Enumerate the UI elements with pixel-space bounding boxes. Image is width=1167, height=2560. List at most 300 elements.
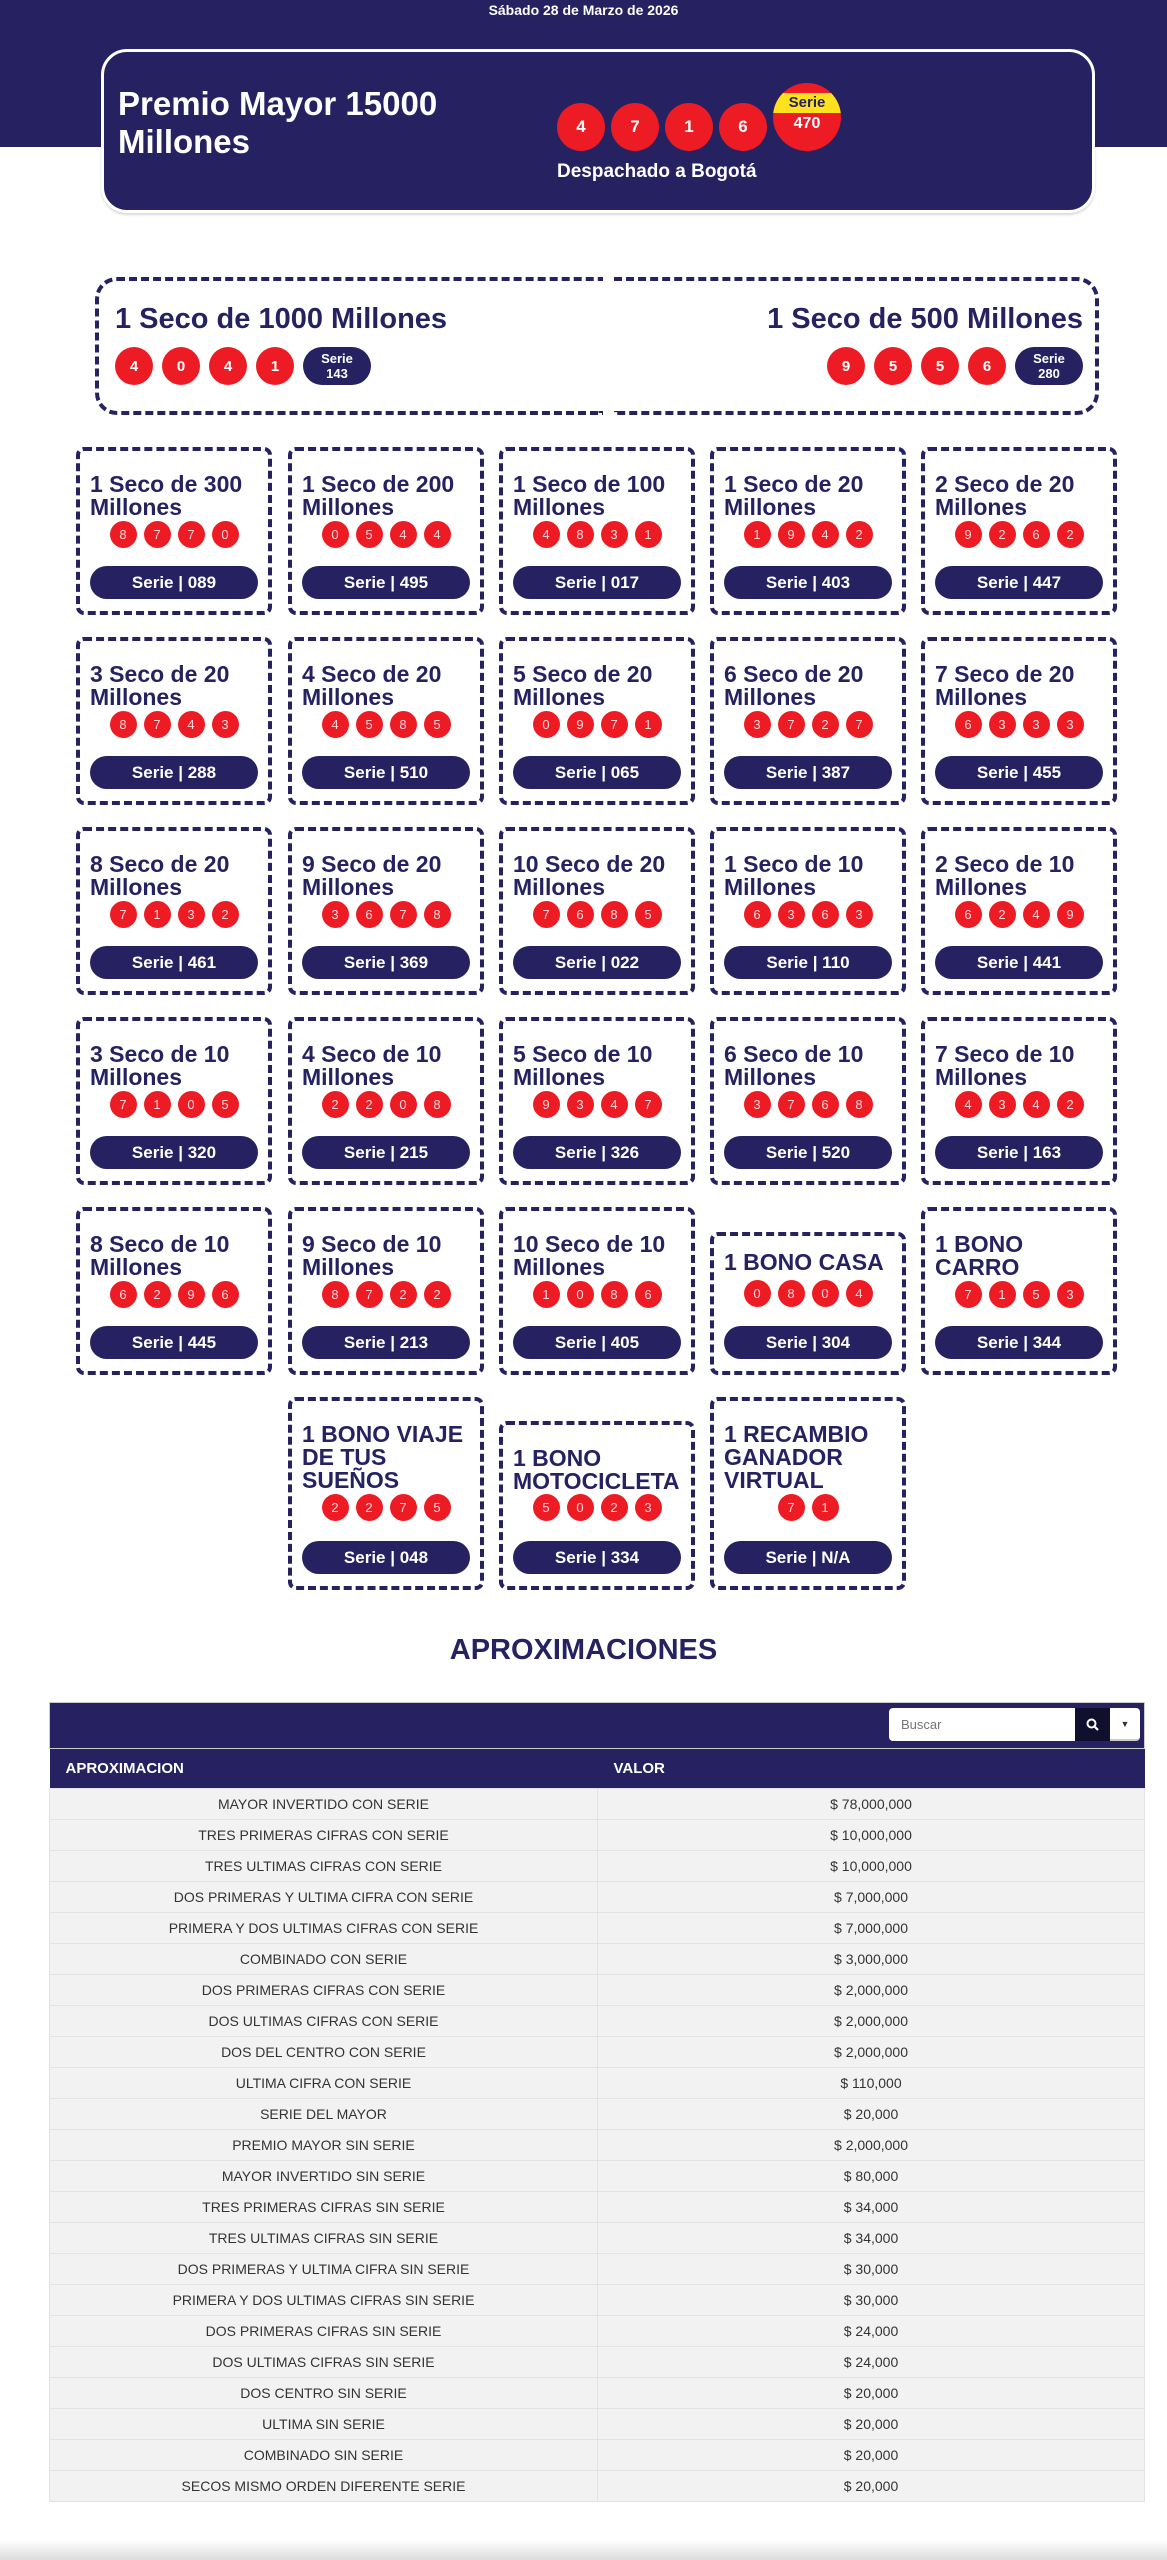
number-ball: 2	[1057, 1091, 1084, 1118]
serie-badge	[1015, 347, 1083, 385]
search-input[interactable]	[889, 1708, 1075, 1741]
number-ball: 6	[744, 901, 771, 928]
table-toolbar	[49, 1702, 1145, 1749]
card-numbers	[80, 1281, 268, 1308]
card-numbers	[714, 1280, 902, 1307]
card-title: 1 BONO MOTOCICLETA	[513, 1445, 680, 1494]
table-row	[50, 1974, 1145, 2005]
prize-card	[288, 1397, 484, 1590]
number-ball: 2	[846, 521, 873, 548]
number-ball: 4	[178, 711, 205, 738]
valor-cell: $ 24,000	[598, 2346, 1145, 2377]
number-ball: 1	[144, 1091, 171, 1118]
number-ball: 5	[356, 711, 383, 738]
card-title: 2 Seco de 20 Millones	[935, 471, 1075, 520]
aproximacion-cell: DOS DEL CENTRO CON SERIE	[50, 2036, 598, 2067]
card-numbers	[925, 1091, 1113, 1118]
number-ball: 6	[812, 1091, 839, 1118]
card-numbers	[503, 521, 691, 548]
number-ball: 6	[812, 901, 839, 928]
card-title: 1 Seco de 20 Millones	[724, 471, 864, 520]
serie-button[interactable]: Serie | 213	[302, 1326, 470, 1359]
number-ball: 0	[178, 1091, 205, 1118]
column-header-aproximacion[interactable]: APROXIMACION	[50, 1749, 598, 1788]
serie-label: Serie	[321, 351, 353, 366]
card-title: 1 BONO CARRO	[935, 1231, 1024, 1280]
serie-button[interactable]: Serie | 495	[302, 566, 470, 599]
number-ball: 8	[424, 1091, 451, 1118]
number-ball: 7	[635, 1091, 662, 1118]
serie-button[interactable]: Serie | 445	[90, 1326, 258, 1359]
table-row	[50, 2191, 1145, 2222]
card-title: 7 Seco de 20 Millones	[935, 661, 1075, 710]
prize-card	[76, 1207, 272, 1375]
serie-label: Serie	[1033, 351, 1065, 366]
serie-number: 470	[793, 115, 821, 132]
valor-cell: $ 30,000	[598, 2284, 1145, 2315]
valor-cell: $ 7,000,000	[598, 1912, 1145, 1943]
number-ball: 0	[162, 347, 200, 385]
number-ball: 6	[356, 901, 383, 928]
number-ball: 3	[1057, 1281, 1084, 1308]
number-ball: 7	[778, 1494, 805, 1521]
serie-button[interactable]: Serie | 403	[724, 566, 892, 599]
card-numbers	[80, 1091, 268, 1118]
card-title: 8 Seco de 20 Millones	[90, 851, 230, 900]
serie-button[interactable]: Serie | 510	[302, 756, 470, 789]
serie-button[interactable]: Serie | N/A	[724, 1541, 892, 1574]
number-ball: 1	[635, 711, 662, 738]
number-ball: 0	[567, 1281, 594, 1308]
prize-card	[288, 827, 484, 995]
number-ball: 9	[778, 521, 805, 548]
seco-title: 1 Seco de 1000 Millones	[115, 303, 448, 335]
prize-card	[499, 1207, 695, 1375]
table-row	[50, 2067, 1145, 2098]
prize-card	[710, 1397, 906, 1590]
prize-card	[288, 637, 484, 805]
prize-card	[288, 1017, 484, 1185]
card-numbers	[292, 1091, 480, 1118]
number-ball: 9	[955, 521, 982, 548]
number-ball: 7	[955, 1281, 982, 1308]
number-ball: 3	[178, 901, 205, 928]
number-ball: 4	[424, 521, 451, 548]
number-ball: 5	[424, 1494, 451, 1521]
card-title: 9 Seco de 10 Millones	[302, 1231, 442, 1280]
valor-cell: $ 34,000	[598, 2191, 1145, 2222]
aproximacion-cell: SECOS MISMO ORDEN DIFERENTE SERIE	[50, 2470, 598, 2501]
number-ball: 2	[356, 1091, 383, 1118]
serie-button[interactable]: Serie | 447	[935, 566, 1103, 599]
aproximacion-cell: TRES PRIMERAS CIFRAS CON SERIE	[50, 1819, 598, 1850]
aproximacion-cell: COMBINADO SIN SERIE	[50, 2439, 598, 2470]
number-ball: 8	[390, 711, 417, 738]
aproximacion-cell: TRES ULTIMAS CIFRAS CON SERIE	[50, 1850, 598, 1881]
serie-button[interactable]: Serie | 455	[935, 756, 1103, 789]
card-title: 1 BONO CASA	[724, 1249, 884, 1275]
card-title: 4 Seco de 10 Millones	[302, 1041, 442, 1090]
number-ball: 2	[390, 1281, 417, 1308]
prize-card	[710, 827, 906, 995]
card-numbers	[80, 521, 268, 548]
valor-cell: $ 7,000,000	[598, 1881, 1145, 1912]
card-numbers	[925, 1281, 1113, 1308]
table-row	[50, 2284, 1145, 2315]
card-numbers	[292, 521, 480, 548]
aproximacion-cell: SERIE DEL MAYOR	[50, 2098, 598, 2129]
card-numbers	[503, 1494, 691, 1521]
number-ball: 2	[322, 1494, 349, 1521]
number-ball: 6	[968, 347, 1006, 385]
number-ball: 7	[144, 711, 171, 738]
number-ball: 5	[635, 901, 662, 928]
number-ball: 4	[601, 1091, 628, 1118]
serie-badge	[303, 347, 371, 385]
table-row	[50, 2315, 1145, 2346]
aproximacion-cell: COMBINADO CON SERIE	[50, 1943, 598, 1974]
serie-button[interactable]: Serie | 215	[302, 1136, 470, 1169]
number-ball: 3	[601, 521, 628, 548]
number-ball: 7	[356, 1281, 383, 1308]
aproximacion-cell: DOS ULTIMAS CIFRAS CON SERIE	[50, 2005, 598, 2036]
number-ball: 6	[955, 711, 982, 738]
valor-cell: $ 20,000	[598, 2439, 1145, 2470]
card-numbers	[503, 711, 691, 738]
number-ball: 3	[778, 901, 805, 928]
number-ball: 2	[812, 711, 839, 738]
card-title: 7 Seco de 10 Millones	[935, 1041, 1075, 1090]
valor-cell: $ 3,000,000	[598, 1943, 1145, 1974]
valor-cell: $ 10,000,000	[598, 1819, 1145, 1850]
number-ball: 3	[1057, 711, 1084, 738]
table-row	[50, 2098, 1145, 2129]
number-ball: 1	[812, 1494, 839, 1521]
seco-numbers	[827, 347, 1083, 385]
serie-label: Serie	[773, 93, 841, 113]
number-ball: 8	[424, 901, 451, 928]
serie-button[interactable]: Serie | 344	[935, 1326, 1103, 1359]
aproximacion-cell: DOS PRIMERAS Y ULTIMA CIFRA CON SERIE	[50, 1881, 598, 1912]
dropdown-button[interactable]	[1110, 1708, 1140, 1741]
aproximacion-cell: DOS PRIMERAS CIFRAS CON SERIE	[50, 1974, 598, 2005]
number-ball: 0	[533, 711, 560, 738]
card-title: 3 Seco de 10 Millones	[90, 1041, 230, 1090]
table-body	[50, 1788, 1145, 2501]
card-numbers	[503, 901, 691, 928]
serie-button[interactable]: Serie | 461	[90, 946, 258, 979]
number-ball: 0	[812, 1280, 839, 1307]
number-ball: 2	[989, 901, 1016, 928]
aproximacion-cell: DOS CENTRO SIN SERIE	[50, 2377, 598, 2408]
number-ball: 5	[533, 1494, 560, 1521]
number-ball: 2	[1057, 521, 1084, 548]
number-ball: 1	[665, 103, 713, 151]
prize-card	[76, 827, 272, 995]
number-ball: 3	[212, 711, 239, 738]
card-title: 1 BONO VIAJE DE TUS SUEÑOS	[302, 1421, 464, 1493]
seco-title: 1 Seco de 500 Millones	[767, 303, 1083, 335]
number-ball: 3	[846, 901, 873, 928]
seco-1000-panel	[95, 277, 603, 415]
card-numbers	[503, 1281, 691, 1308]
serie-button[interactable]: Serie | 441	[935, 946, 1103, 979]
number-ball: 4	[533, 521, 560, 548]
number-ball: 2	[322, 1091, 349, 1118]
prize-card	[76, 637, 272, 805]
valor-cell: $ 34,000	[598, 2222, 1145, 2253]
search-button[interactable]	[1075, 1708, 1110, 1741]
number-ball: 8	[601, 1281, 628, 1308]
number-ball: 2	[989, 521, 1016, 548]
prize-card	[288, 1207, 484, 1375]
card-numbers	[292, 1281, 480, 1308]
table-row	[50, 2377, 1145, 2408]
number-ball: 5	[921, 347, 959, 385]
table-row	[50, 2036, 1145, 2067]
number-ball: 2	[424, 1281, 451, 1308]
premio-mayor-numbers	[557, 94, 841, 151]
prize-card	[499, 637, 695, 805]
aproximaciones-grid	[49, 1749, 1145, 2502]
valor-cell: $ 24,000	[598, 2315, 1145, 2346]
serie-button[interactable]: Serie | 520	[724, 1136, 892, 1169]
number-ball: 8	[846, 1091, 873, 1118]
prize-card	[499, 1421, 695, 1590]
card-numbers	[714, 1091, 902, 1118]
number-ball: 4	[1023, 1091, 1050, 1118]
serie-button[interactable]: Serie | 320	[90, 1136, 258, 1169]
serie-button[interactable]: Serie | 405	[513, 1326, 681, 1359]
card-numbers	[925, 711, 1113, 738]
number-ball: 7	[390, 1494, 417, 1521]
serie-ball	[773, 83, 841, 151]
serie-button[interactable]: Serie | 022	[513, 946, 681, 979]
card-title: 4 Seco de 20 Millones	[302, 661, 442, 710]
valor-cell: $ 10,000,000	[598, 1850, 1145, 1881]
card-numbers	[503, 1091, 691, 1118]
table-row	[50, 1881, 1145, 1912]
number-ball: 9	[533, 1091, 560, 1118]
prize-card	[921, 637, 1117, 805]
number-ball: 1	[256, 347, 294, 385]
card-title: 6 Seco de 10 Millones	[724, 1041, 864, 1090]
card-title: 1 Seco de 300 Millones	[90, 471, 243, 520]
card-title: 3 Seco de 20 Millones	[90, 661, 230, 710]
table-row	[50, 2160, 1145, 2191]
prize-card	[499, 1017, 695, 1185]
number-ball: 7	[144, 521, 171, 548]
table-row	[50, 2439, 1145, 2470]
premio-mayor-title: Premio Mayor 15000 Millones	[118, 85, 438, 160]
card-title: 1 RECAMBIO GANADOR VIRTUAL	[724, 1421, 869, 1493]
number-ball: 6	[955, 901, 982, 928]
serie-button[interactable]: Serie | 369	[302, 946, 470, 979]
prize-card	[499, 447, 695, 615]
premio-mayor-panel	[101, 49, 1095, 213]
card-numbers	[714, 1494, 902, 1521]
aproximacion-cell: MAYOR INVERTIDO CON SERIE	[50, 1788, 598, 1819]
valor-cell: $ 110,000	[598, 2067, 1145, 2098]
aproximacion-cell: PREMIO MAYOR SIN SERIE	[50, 2129, 598, 2160]
number-ball: 0	[744, 1280, 771, 1307]
serie-button[interactable]: Serie | 288	[90, 756, 258, 789]
aproximacion-cell: PRIMERA Y DOS ULTIMAS CIFRAS SIN SERIE	[50, 2284, 598, 2315]
valor-cell: $ 20,000	[598, 2377, 1145, 2408]
card-title: 6 Seco de 20 Millones	[724, 661, 864, 710]
prize-card	[288, 447, 484, 615]
number-ball: 5	[356, 521, 383, 548]
card-title: 2 Seco de 10 Millones	[935, 851, 1075, 900]
table-row	[50, 2253, 1145, 2284]
aproximaciones-title: APROXIMACIONES	[449, 1634, 718, 1666]
number-ball: 1	[635, 521, 662, 548]
card-title: 10 Seco de 10 Millones	[513, 1231, 666, 1280]
number-ball: 2	[144, 1281, 171, 1308]
aproximacion-cell: ULTIMA SIN SERIE	[50, 2408, 598, 2439]
valor-cell: $ 2,000,000	[598, 2005, 1145, 2036]
table-row	[50, 2222, 1145, 2253]
number-ball: 9	[827, 347, 865, 385]
card-title: 8 Seco de 10 Millones	[90, 1231, 230, 1280]
number-ball: 7	[778, 711, 805, 738]
prize-card	[921, 447, 1117, 615]
draw-date: Sábado 28 de Marzo de 2026	[488, 2, 679, 18]
number-ball: 5	[212, 1091, 239, 1118]
number-ball: 6	[1023, 521, 1050, 548]
number-ball: 6	[635, 1281, 662, 1308]
number-ball: 3	[1023, 711, 1050, 738]
serie-button[interactable]: Serie | 065	[513, 756, 681, 789]
number-ball: 3	[322, 901, 349, 928]
number-ball: 7	[390, 901, 417, 928]
prize-card	[76, 447, 272, 615]
serie-button[interactable]: Serie | 017	[513, 566, 681, 599]
table-row	[50, 1788, 1145, 1819]
number-ball: 3	[567, 1091, 594, 1118]
column-header-valor[interactable]: VALOR	[598, 1749, 1145, 1788]
number-ball: 7	[846, 711, 873, 738]
table-row	[50, 2005, 1145, 2036]
number-ball: 7	[110, 901, 137, 928]
number-ball: 9	[567, 711, 594, 738]
number-ball: 6	[212, 1281, 239, 1308]
number-ball: 4	[557, 103, 605, 151]
serie-button[interactable]: Serie | 089	[90, 566, 258, 599]
number-ball: 7	[178, 521, 205, 548]
valor-cell: $ 2,000,000	[598, 2129, 1145, 2160]
search-group	[889, 1708, 1140, 1741]
page-bottom-edge	[0, 2540, 1167, 2560]
card-numbers	[714, 901, 902, 928]
number-ball: 3	[744, 1091, 771, 1118]
prize-card	[499, 827, 695, 995]
prize-card	[710, 637, 906, 805]
number-ball: 1	[533, 1281, 560, 1308]
valor-cell: $ 2,000,000	[598, 1974, 1145, 2005]
number-ball: 4	[1023, 901, 1050, 928]
caret-down-icon: ▼	[1120, 1718, 1130, 1729]
serie-number: 280	[1038, 366, 1060, 381]
search-icon	[1086, 1718, 1099, 1731]
serie-button[interactable]: Serie | 163	[935, 1136, 1103, 1169]
table-row	[50, 1943, 1145, 1974]
seco-500-panel	[614, 277, 1099, 415]
card-numbers	[925, 521, 1113, 548]
number-ball: 7	[533, 901, 560, 928]
valor-cell: $ 20,000	[598, 2470, 1145, 2501]
card-title: 1 Seco de 10 Millones	[724, 851, 864, 900]
table-row	[50, 1850, 1145, 1881]
number-ball: 4	[209, 347, 247, 385]
number-ball: 3	[744, 711, 771, 738]
card-numbers	[714, 711, 902, 738]
aproximaciones-table	[49, 1702, 1145, 2502]
serie-button[interactable]: Serie | 326	[513, 1136, 681, 1169]
table-row	[50, 1819, 1145, 1850]
serie-button[interactable]: Serie | 387	[724, 756, 892, 789]
number-ball: 3	[989, 1091, 1016, 1118]
despachado-text: Despachado a Bogotá	[557, 161, 757, 182]
prize-card	[76, 1017, 272, 1185]
aproximacion-cell: DOS PRIMERAS Y ULTIMA CIFRA SIN SERIE	[50, 2253, 598, 2284]
valor-cell: $ 78,000,000	[598, 1788, 1145, 1819]
number-ball: 7	[778, 1091, 805, 1118]
card-title: 5 Seco de 10 Millones	[513, 1041, 653, 1090]
seco-numbers	[115, 347, 371, 385]
table-row	[50, 2470, 1145, 2501]
number-ball: 1	[144, 901, 171, 928]
number-ball: 4	[115, 347, 153, 385]
card-numbers	[80, 901, 268, 928]
number-ball: 0	[212, 521, 239, 548]
prize-card	[710, 1232, 906, 1375]
number-ball: 4	[322, 711, 349, 738]
aproximacion-cell: TRES ULTIMAS CIFRAS SIN SERIE	[50, 2222, 598, 2253]
card-numbers	[925, 901, 1113, 928]
number-ball: 4	[955, 1091, 982, 1118]
valor-cell: $ 2,000,000	[598, 2036, 1145, 2067]
number-ball: 2	[601, 1494, 628, 1521]
number-ball: 8	[110, 521, 137, 548]
serie-button[interactable]: Serie | 048	[302, 1541, 470, 1574]
aproximacion-cell: DOS PRIMERAS CIFRAS SIN SERIE	[50, 2315, 598, 2346]
valor-cell: $ 80,000	[598, 2160, 1145, 2191]
card-numbers	[292, 1494, 480, 1521]
number-ball: 8	[567, 521, 594, 548]
table-row	[50, 1912, 1145, 1943]
number-ball: 6	[110, 1281, 137, 1308]
number-ball: 0	[322, 521, 349, 548]
serie-button[interactable]: Serie | 304	[724, 1326, 892, 1359]
prize-card	[921, 1017, 1117, 1185]
prize-card	[921, 1207, 1117, 1375]
card-title: 1 Seco de 200 Millones	[302, 471, 455, 520]
prize-card	[710, 1017, 906, 1185]
table-row	[50, 2129, 1145, 2160]
serie-button[interactable]: Serie | 334	[513, 1541, 681, 1574]
aproximacion-cell: TRES PRIMERAS CIFRAS SIN SERIE	[50, 2191, 598, 2222]
number-ball: 8	[778, 1280, 805, 1307]
number-ball: 0	[567, 1494, 594, 1521]
number-ball: 7	[611, 103, 659, 151]
card-title: 5 Seco de 20 Millones	[513, 661, 653, 710]
number-ball: 6	[567, 901, 594, 928]
number-ball: 5	[1023, 1281, 1050, 1308]
card-numbers	[80, 711, 268, 738]
serie-button[interactable]: Serie | 110	[724, 946, 892, 979]
number-ball: 2	[212, 901, 239, 928]
